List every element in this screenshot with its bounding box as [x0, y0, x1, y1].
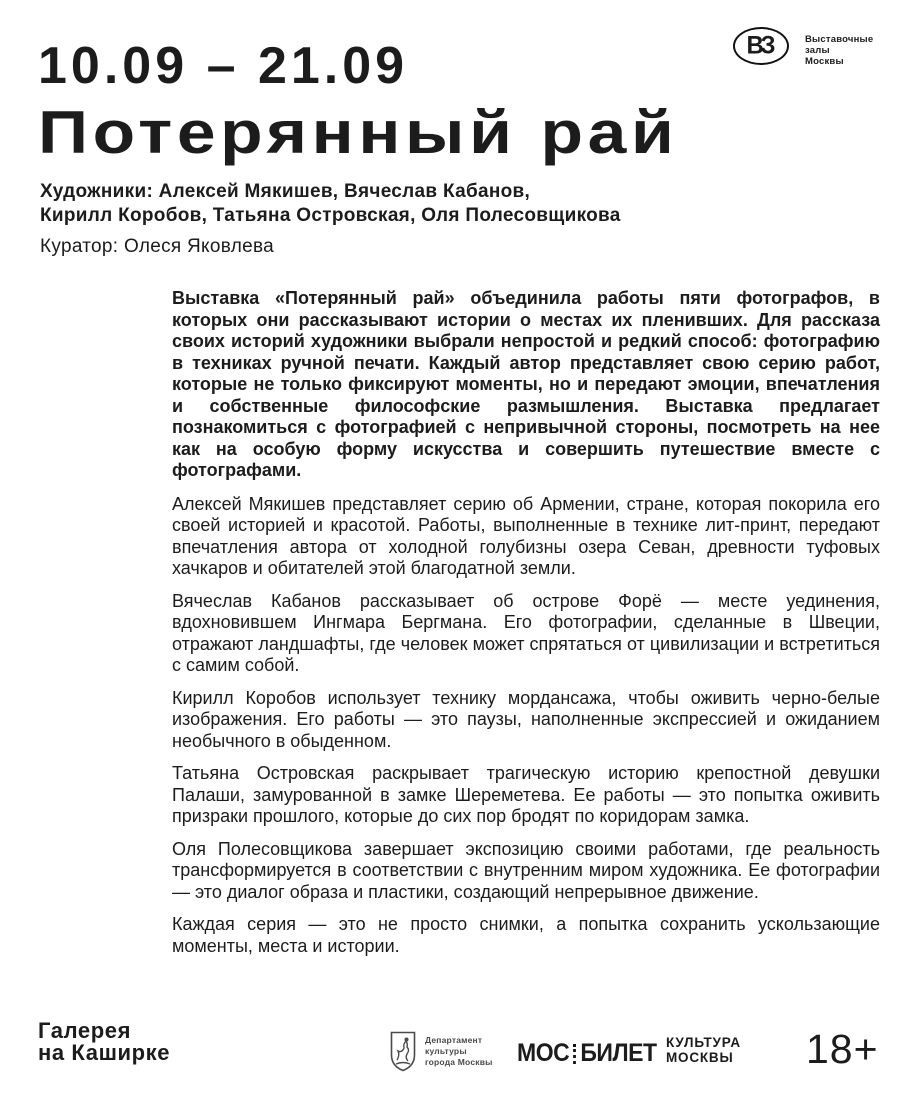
- vz-monogram-text: ВЗ: [746, 31, 773, 60]
- exhibition-description: [172, 288, 880, 968]
- gallery-name: [38, 1020, 170, 1064]
- mosbilet-left: МОС: [517, 1039, 570, 1067]
- department-caption-line: культуры: [425, 1046, 467, 1056]
- curator-line: Куратор: Олеся Яковлева: [40, 236, 275, 257]
- mosbilet-logo: [517, 1039, 657, 1068]
- artists-list: [40, 180, 621, 228]
- vz-monogram-icon: [733, 27, 789, 65]
- moscow-coat-of-arms-icon: [390, 1031, 416, 1072]
- paragraph-ostrovskaya: Татьяна Островская раскрывает трагическую историю крепостной девушки Палаши, замурованной в замке Шереметева. Ее работы — это попытка оживить призраки прошлого, которые до сих пор бродят по коридорам замка.: [172, 763, 880, 826]
- paragraph-kabanov: Вячеслав Кабанов рассказывает об острове Форё — месте уединения, вдохновившем Ингмара Бергмана. Его фотографии, сделанные в Швеции, отражают ландшафты, где человек может спрятаться от цивилизации и встретиться с самим собой.: [172, 590, 880, 675]
- intro-paragraph: Выставка «Потерянный рай» объединила работы пяти фотографов, в которых они рассказывают истории о местах их пленивших. Для рассказа своих историй художники выбрали непростой и редкий способ: фотографию в техниках ручной печати. Каждый автор представляет свою серию работ, которые не только фиксируют моменты, но и передают эмоции, впечатления и собственные философские размышления. Выставка предлагает познакомиться с фотографией с непривычной стороны, посмотреть на нее как на особую форму искусства и совершить путешествие вместе с фотографами.: [172, 288, 880, 480]
- exhibition-dates: 10.09 – 21.09: [38, 37, 409, 95]
- department-caption: [425, 1035, 493, 1068]
- vz-logo: [733, 27, 873, 67]
- paragraph-myakishev: Алексей Мякишев представляет серию об Армении, стране, которая покорила его своей историей и красотой. Работы, выполненные в технике лит-принт, передают впечатления автора от холодной голубизны озера Севан, древности туфовых хачкаров и обитателей этой благодатной земли.: [172, 493, 880, 578]
- kultura-line-2: МОСКВЫ: [666, 1049, 734, 1065]
- mosbilet-right: БИЛЕТ: [580, 1039, 657, 1067]
- department-caption-line: города Москвы: [425, 1057, 493, 1067]
- paragraph-closing: Каждая серия — это не просто снимки, а попытка сохранить ускользающие моменты, места и истории.: [172, 914, 880, 956]
- mosbilet-dots-separator-icon: [573, 1044, 576, 1064]
- paragraph-polesovschikova: Оля Полесовщикова завершает экспозицию своими работами, где реальность трансформируется в соответствии с внутренним миром художника. Ее фотографии — это диалог образа и пластики, создающий непрерывное движение.: [172, 838, 880, 902]
- kultura-line-1: КУЛЬТУРА: [666, 1035, 741, 1050]
- vz-caption: [805, 34, 873, 67]
- department-caption-line: Департамент: [425, 1035, 483, 1045]
- kultura-moskvy-logo: [666, 1036, 741, 1065]
- artists-line-1: Художники: Алексей Мякишев, Вячеслав Кабанов,: [40, 181, 531, 202]
- vz-caption-line: залы: [805, 45, 830, 56]
- paragraph-korobov: Кирилл Коробов использует технику мордансажа, чтобы оживить черно-белые изображения. Его работы — это паузы, наполненные экспрессией и ожиданием необычного в обыденном.: [172, 687, 880, 751]
- exhibition-title: Потерянный рай: [38, 99, 679, 166]
- gallery-name-line-1: Галерея: [38, 1018, 132, 1043]
- department-of-culture-logo: [390, 1031, 493, 1072]
- vz-caption-line: Москвы: [805, 56, 844, 67]
- age-rating-badge: 18+: [806, 1026, 879, 1072]
- gallery-name-line-2: на Каширке: [38, 1040, 171, 1065]
- artists-line-2: Кирилл Коробов, Татьяна Островская, Оля Полесовщикова: [40, 205, 621, 226]
- vz-caption-line: Выставочные: [805, 34, 874, 45]
